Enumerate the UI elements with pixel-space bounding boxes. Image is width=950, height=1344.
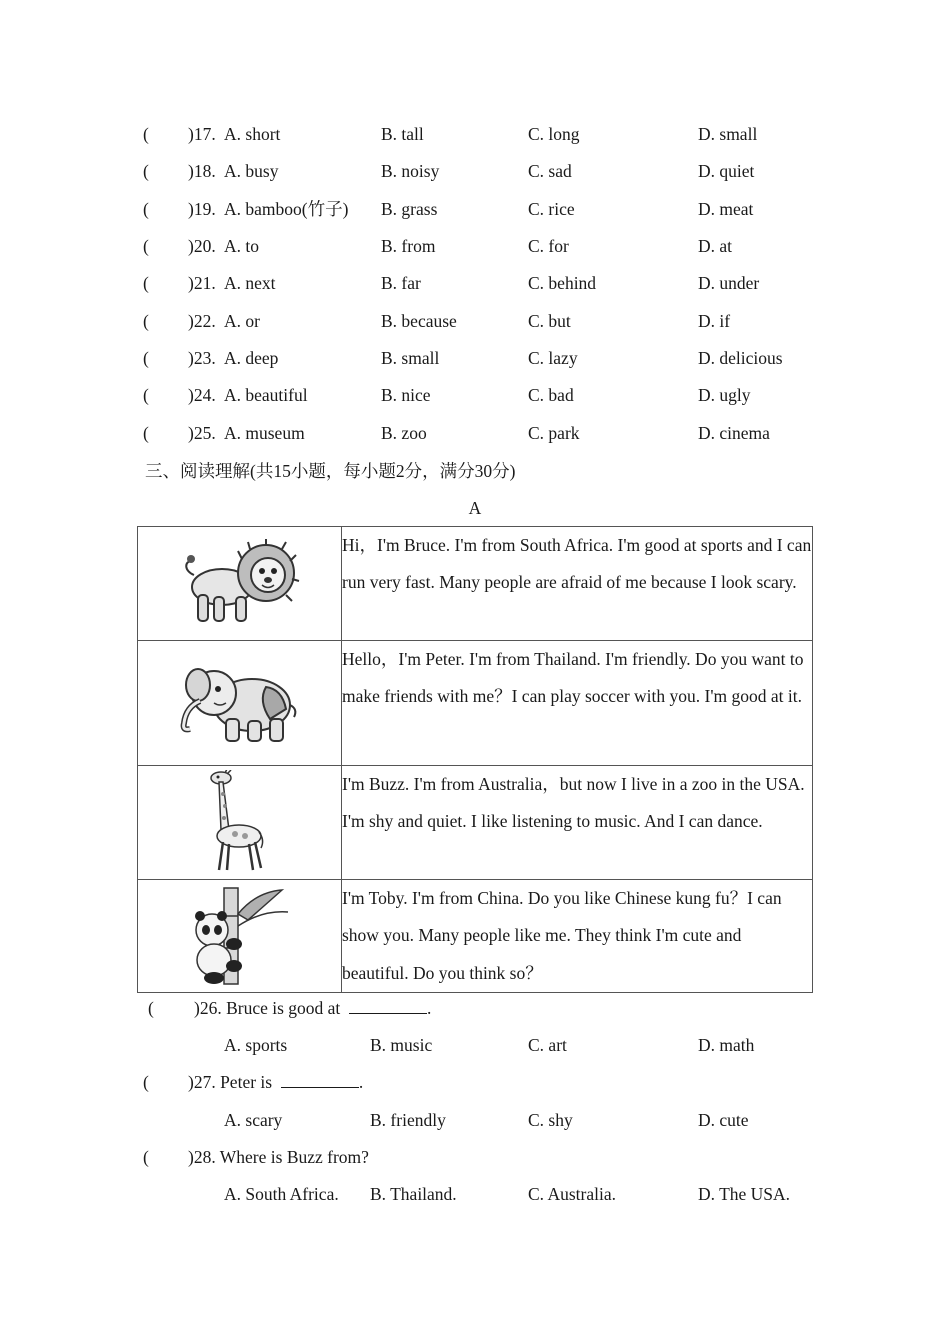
question-26 — [0, 993, 950, 1023]
answer-bracket-open: ( — [143, 161, 149, 181]
option-d: D. small — [698, 124, 758, 144]
option-a: A. deep — [224, 348, 279, 368]
option-d: D. ugly — [698, 385, 751, 405]
picture-cell — [138, 880, 342, 993]
cloze-item-17 — [0, 119, 950, 149]
question-stem: )26. Bruce is good at . — [194, 993, 431, 1023]
option-a: A. bamboo(竹子) — [224, 199, 349, 219]
question-number: )21. — [188, 273, 216, 293]
option-a: A. museum — [224, 423, 305, 443]
option-b: B. music — [370, 1035, 433, 1055]
option-d: D. The USA. — [698, 1184, 791, 1204]
option-b: B. small — [381, 348, 440, 368]
answer-bracket-open: ( — [143, 1147, 149, 1167]
answer-bracket-open: ( — [143, 273, 149, 293]
option-d: D. at — [698, 236, 733, 256]
option-b: B. zoo — [381, 423, 427, 443]
option-a: A. sports — [224, 1035, 288, 1055]
answer-blank — [281, 1067, 359, 1088]
option-b: B. Thailand. — [370, 1184, 457, 1204]
option-d: D. if — [698, 311, 731, 331]
question-number: )20. — [188, 236, 216, 256]
answer-bracket-open: ( — [148, 998, 154, 1018]
option-a: A. or — [224, 311, 260, 331]
passage-title: A — [468, 498, 482, 518]
option-b: B. from — [381, 236, 436, 256]
question-number: )22. — [188, 311, 216, 331]
card-row — [138, 880, 813, 993]
option-b: B. friendly — [370, 1110, 446, 1130]
question-stem: )28. Where is Buzz from? — [188, 1147, 369, 1167]
card-row — [138, 766, 813, 880]
option-a: A. beautiful — [224, 385, 308, 405]
card-row — [138, 527, 813, 641]
card-text: Hi，I'm Bruce. I'm from South Africa. I'm good at sports and I can run very fast. Many people are afraid of me because I look scary. — [342, 527, 813, 641]
question-number: )24. — [188, 385, 216, 405]
question-26-options — [0, 1030, 950, 1060]
question-28-options — [0, 1179, 950, 1209]
option-b: B. tall — [381, 124, 424, 144]
option-c: C. for — [528, 236, 569, 256]
option-c: C. lazy — [528, 348, 578, 368]
option-b: B. far — [381, 273, 421, 293]
cloze-item-21 — [0, 268, 950, 298]
answer-bracket-open: ( — [143, 236, 149, 256]
option-d: D. meat — [698, 199, 754, 219]
option-b: B. noisy — [381, 161, 440, 181]
cloze-item-24 — [0, 380, 950, 410]
picture-cell — [138, 641, 342, 766]
option-d: D. cute — [698, 1110, 749, 1130]
answer-bracket-open: ( — [143, 199, 149, 219]
question-27-options — [0, 1105, 950, 1135]
card-row — [138, 641, 813, 766]
cloze-item-19 — [0, 194, 950, 224]
answer-bracket-open: ( — [143, 124, 149, 144]
answer-bracket-open: ( — [143, 385, 149, 405]
panda-icon — [138, 880, 341, 992]
option-c: C. bad — [528, 385, 574, 405]
option-a: A. busy — [224, 161, 279, 181]
option-c: C. behind — [528, 273, 597, 293]
option-a: A. next — [224, 273, 276, 293]
option-a: A. short — [224, 124, 281, 144]
card-text: I'm Toby. I'm from China. Do you like Chinese kung fu？I can show you. Many people like me. They think I'm cute and beautiful. Do you think so？ — [342, 880, 813, 993]
answer-bracket-open: ( — [143, 1072, 149, 1092]
animal-cards-table — [137, 526, 813, 993]
cloze-item-22 — [0, 306, 950, 336]
option-c: C. park — [528, 423, 580, 443]
question-number: )17. — [188, 124, 216, 144]
option-c: C. long — [528, 124, 580, 144]
question-number: )18. — [188, 161, 216, 181]
option-d: D. math — [698, 1035, 755, 1055]
option-d: D. delicious — [698, 348, 783, 368]
answer-blank — [349, 993, 427, 1014]
answer-bracket-open: ( — [143, 423, 149, 443]
giraffe-icon — [138, 766, 341, 879]
lion-icon — [138, 527, 341, 640]
question-number: )23. — [188, 348, 216, 368]
cloze-item-18 — [0, 156, 950, 186]
option-d: D. quiet — [698, 161, 755, 181]
picture-cell — [138, 527, 342, 641]
option-d: D. under — [698, 273, 760, 293]
option-b: B. because — [381, 311, 457, 331]
picture-cell — [138, 766, 342, 880]
option-c: C. but — [528, 311, 571, 331]
option-c: C. rice — [528, 199, 575, 219]
question-stem: )27. Peter is . — [188, 1067, 363, 1097]
option-d: D. cinema — [698, 423, 770, 443]
question-number: )19. — [188, 199, 216, 219]
option-c: C. sad — [528, 161, 572, 181]
section-heading: 三、阅读理解(共15小题，每小题2分，满分30分) — [145, 461, 516, 481]
elephant-icon — [138, 641, 341, 765]
option-a: A. to — [224, 236, 259, 256]
cloze-item-23 — [0, 343, 950, 373]
option-b: B. grass — [381, 199, 438, 219]
option-c: C. art — [528, 1035, 567, 1055]
option-c: C. Australia. — [528, 1184, 616, 1204]
card-text: I'm Buzz. I'm from Australia，but now I live in a zoo in the USA. I'm shy and quiet. I like listening to music. And I can dance. — [342, 766, 813, 880]
option-c: C. shy — [528, 1110, 573, 1130]
cloze-item-20 — [0, 231, 950, 261]
cloze-item-25 — [0, 418, 950, 448]
answer-bracket-open: ( — [143, 348, 149, 368]
option-a: A. South Africa. — [224, 1184, 339, 1204]
card-text: Hello，I'm Peter. I'm from Thailand. I'm friendly. Do you want to make friends with me？I can play soccer with you. I'm good at it. — [342, 641, 813, 766]
answer-bracket-open: ( — [143, 311, 149, 331]
option-b: B. nice — [381, 385, 431, 405]
question-number: )25. — [188, 423, 216, 443]
option-a: A. scary — [224, 1110, 283, 1130]
question-28 — [0, 1142, 950, 1172]
question-27 — [0, 1067, 950, 1097]
